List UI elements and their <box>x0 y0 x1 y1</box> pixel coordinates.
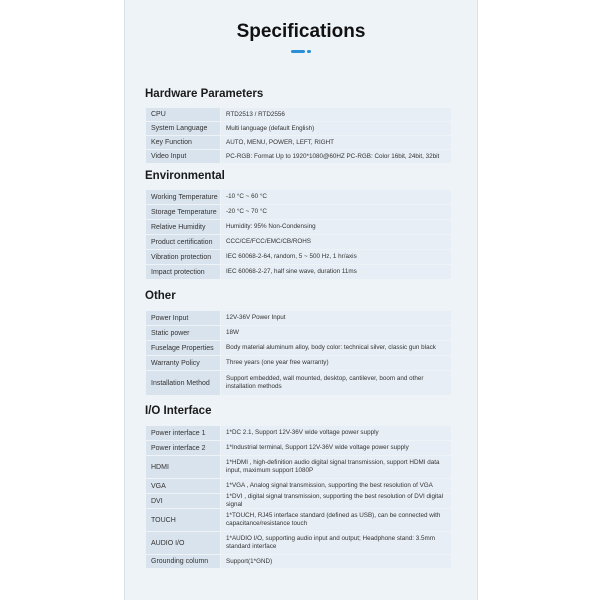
row-value: 1*TOUCH, RJ45 interface standard (defined as USB), can be connected with capacitance/resistance touch <box>221 509 451 531</box>
section-title-hardware: Hardware Parameters <box>145 88 264 100</box>
section-title-io: I/O Interface <box>145 405 212 417</box>
row-value: -20 °C ~ 70 °C <box>221 205 451 219</box>
row-key: Product certification <box>146 235 220 249</box>
row-value: RTD2513 / RTD2556 <box>221 108 451 121</box>
row-value: 18W <box>221 326 451 340</box>
row-value: -10 °C ~ 60 °C <box>221 190 451 204</box>
row-key: Grounding column <box>146 555 220 568</box>
table-row <box>146 190 451 204</box>
row-key: HDMI <box>146 456 220 478</box>
row-value: Humidity: 95% Non-Condensing <box>221 220 451 234</box>
table-row <box>146 205 451 219</box>
table-row <box>146 326 451 340</box>
other-table <box>146 311 451 395</box>
environmental-table <box>146 190 451 279</box>
row-key: Power interface 1 <box>146 426 220 440</box>
row-value: AUTO, MENU, POWER, LEFT, RIGHT <box>221 136 451 149</box>
row-key: CPU <box>146 108 220 121</box>
table-row <box>146 426 451 440</box>
row-key: Working Temperature <box>146 190 220 204</box>
row-value: IEC 60068-2-27, half sine wave, duration 11ms <box>221 265 451 279</box>
row-value: PC-RGB: Format Up to 1920*1080@60HZ PC-RGB: Color 16bit, 24bit, 32bit <box>221 150 451 163</box>
table-row <box>146 479 451 493</box>
row-value: 1*DVI , digital signal transmission, supporting the best resolution of DVI digital signal <box>221 494 451 508</box>
row-key: Warranty Policy <box>146 356 220 370</box>
table-row <box>146 356 451 370</box>
row-key: Power interface 2 <box>146 441 220 455</box>
table-row <box>146 250 451 264</box>
table-row <box>146 122 451 135</box>
row-key: Vibration protection <box>146 250 220 264</box>
table-row <box>146 371 451 395</box>
row-value: Support embedded, wall mounted, desktop, cantilever, boom and other installation methods <box>221 371 451 395</box>
table-row <box>146 494 451 508</box>
row-value: IEC 60068-2-64, random, 5 ~ 500 Hz, 1 hr/axis <box>221 250 451 264</box>
table-row <box>146 136 451 149</box>
table-row <box>146 235 451 249</box>
table-row <box>146 441 451 455</box>
row-value: Body material aluminum alloy, body color: technical silver, classic gun black <box>221 341 451 355</box>
row-value: Multi language (default English) <box>221 122 451 135</box>
table-row <box>146 456 451 478</box>
row-value: 1*DC 2.1, Support 12V-36V wide voltage power supply <box>221 426 451 440</box>
spec-page <box>124 0 478 600</box>
row-value: CCC/CE/FCC/EMC/CB/ROHS <box>221 235 451 249</box>
table-row <box>146 311 451 325</box>
row-key: VGA <box>146 479 220 493</box>
title-divider <box>125 50 477 54</box>
row-key: Installation Method <box>146 371 220 395</box>
table-row <box>146 265 451 279</box>
row-value: 1*Industrial terminal, Support 12V-36V wide voltage power supply <box>221 441 451 455</box>
divider-dot <box>307 50 311 53</box>
row-key: Static power <box>146 326 220 340</box>
row-key: System Language <box>146 122 220 135</box>
row-key: Storage Temperature <box>146 205 220 219</box>
table-row <box>146 532 451 554</box>
section-title-other: Other <box>145 290 176 302</box>
page-title: Specifications <box>236 21 366 42</box>
row-key: Video Input <box>146 150 220 163</box>
row-key: Power Input <box>146 311 220 325</box>
row-key: Impact protection <box>146 265 220 279</box>
row-key: Fuselage Properties <box>146 341 220 355</box>
row-value: Three years (one year free warranty) <box>221 356 451 370</box>
row-key: Key Function <box>146 136 220 149</box>
table-row <box>146 341 451 355</box>
row-key: TOUCH <box>146 509 220 531</box>
row-value: 1*VGA , Analog signal transmission, supporting the best resolution of VGA <box>221 479 451 493</box>
table-row <box>146 509 451 531</box>
table-row <box>146 555 451 568</box>
io-table <box>146 426 451 568</box>
row-key: DVI <box>146 494 220 508</box>
section-title-environmental: Environmental <box>145 170 225 182</box>
row-key: AUDIO I/O <box>146 532 220 554</box>
row-key: Relative Humidity <box>146 220 220 234</box>
hardware-table <box>146 108 451 163</box>
row-value: Support(1*GND) <box>221 555 451 568</box>
table-row <box>146 108 451 121</box>
row-value: 1*HDMI , high-definition audio digital signal transmission, support HDMI data input, maximum support 1080P <box>221 456 451 478</box>
divider-dash <box>291 50 305 53</box>
table-row <box>146 150 451 163</box>
table-row <box>146 220 451 234</box>
row-value: 12V-36V Power Input <box>221 311 451 325</box>
row-value: 1*AUDIO I/O, supporting audio input and output; Headphone stand: 3.5mm standard interface <box>221 532 451 554</box>
